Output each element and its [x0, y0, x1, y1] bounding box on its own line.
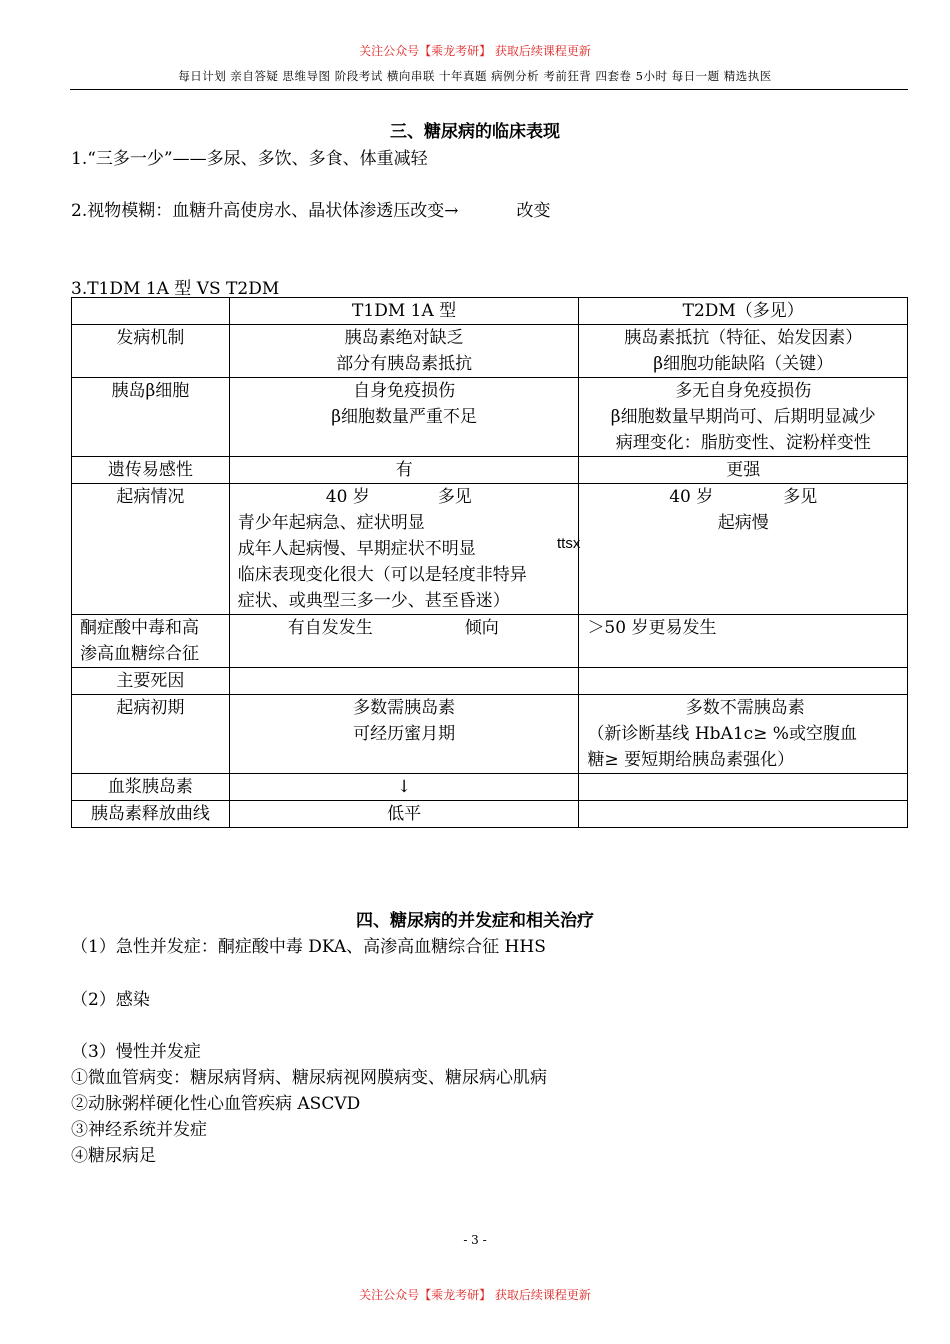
table-cell: 低平 — [229, 801, 579, 828]
cell-text: 有自发发生 — [287, 618, 373, 638]
table-row — [72, 695, 908, 774]
table-row — [72, 457, 908, 484]
cell-line: 渗高血糖综合征 — [80, 644, 199, 664]
table-row — [72, 378, 908, 457]
row-label — [72, 615, 230, 668]
table-header-t2dm: T2DM（多见） — [579, 298, 908, 325]
section4-item1: （1）急性并发症：酮症酸中毒 DKA、高渗高血糖综合征 HHS — [71, 937, 546, 957]
table-row — [72, 325, 908, 378]
row-label: 胰岛素释放曲线 — [72, 801, 230, 828]
row-label: 遗传易感性 — [72, 457, 230, 484]
stray-ttsx-text: ttsx — [557, 535, 581, 552]
table-cell — [229, 378, 579, 457]
table-cell: ＞50 岁更易发生 — [579, 615, 908, 668]
row-label: 起病情况 — [72, 484, 230, 615]
table-cell — [579, 668, 908, 695]
table-row — [72, 801, 908, 828]
cell-line: 症状、或典型三多一少、甚至昏迷） — [237, 591, 510, 611]
cell-line: 可经历蜜月期 — [353, 724, 456, 744]
cell-line — [238, 484, 575, 510]
comparison-table — [71, 297, 908, 828]
header-promo: 关注公众号【乘龙考研】 获取后续课程更新 — [359, 44, 591, 58]
table-cell: ↓ — [229, 774, 579, 801]
cell-line: 酮症酸中毒和高 — [80, 618, 199, 638]
table-cell — [579, 325, 908, 378]
header-rule — [70, 89, 908, 90]
table-row — [72, 484, 908, 615]
cell-text: 倾向 — [464, 618, 499, 638]
table-cell: 有 — [229, 457, 579, 484]
page-number: - 3 - — [463, 1233, 487, 1247]
cell-line: 多数需胰岛素 — [353, 698, 456, 718]
table-cell — [229, 484, 579, 615]
cell-line — [583, 484, 903, 510]
section4-title: 四、糖尿病的并发症和相关治疗 — [356, 911, 594, 931]
table-cell — [229, 668, 579, 695]
cell-line: β细胞数量严重不足 — [331, 407, 478, 427]
table-header-t1dm: T1DM 1A 型 — [229, 298, 579, 325]
table-row — [72, 668, 908, 695]
section3-item2-text: 2.视物模糊：血糖升高使房水、晶状体渗透压改变→ — [71, 201, 459, 221]
cell-line: 自身免疫损伤 — [353, 381, 456, 401]
table-row — [72, 615, 908, 668]
cell-line: （新诊断基线 HbA1c≥ %或空腹血 — [587, 724, 857, 744]
table-cell — [579, 774, 908, 801]
section4-item2: （2）感染 — [71, 990, 150, 1010]
section4-sub2: ②动脉粥样硬化性心血管疾病 ASCVD — [71, 1094, 361, 1114]
cell-line: β细胞功能缺陷（关键） — [653, 354, 834, 374]
row-label: 发病机制 — [72, 325, 230, 378]
table-cell — [229, 325, 579, 378]
footer-promo: 关注公众号【乘龙考研】 获取后续课程更新 — [359, 1288, 591, 1302]
cell-text: 多见 — [437, 487, 472, 507]
cell-line — [238, 536, 575, 562]
table-cell — [579, 801, 908, 828]
section4-sub3: ③神经系统并发症 — [71, 1120, 207, 1140]
table-corner — [72, 298, 230, 325]
table-row — [72, 774, 908, 801]
table-cell — [229, 695, 579, 774]
table-row — [72, 298, 908, 325]
cell-text: 40 岁 — [325, 487, 370, 507]
cell-line: 部分有胰岛素抵抗 — [336, 354, 473, 374]
cell-line: 多无自身免疫损伤 — [675, 381, 812, 401]
cell-line: 胰岛素抵抗（特征、始发因素） — [624, 328, 863, 348]
cell-line: 青少年起病急、症状明显 — [237, 513, 425, 533]
cell-text: 成年人起病慢、早期症状不明显 — [237, 539, 476, 559]
header-subtitle: 每日计划 亲自答疑 思维导图 阶段考试 横向串联 十年真题 病例分析 考前狂背 四套卷 5小时 每日一题 精选执医 — [178, 69, 772, 83]
section3-item2 — [71, 196, 550, 221]
table-cell — [579, 378, 908, 457]
cell-text: 多见 — [783, 487, 818, 507]
table-cell — [579, 484, 908, 615]
cell-line: 胰岛素绝对缺乏 — [344, 328, 464, 348]
section3-title: 三、糖尿病的临床表现 — [390, 122, 560, 142]
section3-item1: 1.“三多一少”——多尿、多饮、多食、体重减轻 — [71, 149, 428, 169]
section3-item3: 3.T1DM 1A 型 VS T2DM — [71, 279, 280, 299]
section4-sub1: ①微血管病变：糖尿病肾病、糖尿病视网膜病变、糖尿病心肌病 — [71, 1068, 547, 1088]
cell-line: 糖≥ 要短期给胰岛素强化） — [587, 750, 795, 770]
section4-sub4: ④糖尿病足 — [71, 1146, 156, 1166]
row-label: 主要死因 — [72, 668, 230, 695]
cell-line: 起病慢 — [717, 513, 769, 533]
cell-text: 40 岁 — [669, 487, 714, 507]
cell-line: 病理变化：脂肪变性、淀粉样变性 — [615, 433, 871, 453]
section3-item2-tail: 改变 — [516, 201, 551, 221]
cell-line: 多数不需胰岛素 — [685, 698, 805, 718]
table-cell: 更强 — [579, 457, 908, 484]
table-cell — [579, 695, 908, 774]
row-label: 胰岛β细胞 — [72, 378, 230, 457]
cell-line: β细胞数量早期尚可、后期明显减少 — [610, 407, 876, 427]
section4-item3: （3）慢性并发症 — [71, 1042, 201, 1062]
table-cell — [229, 615, 579, 668]
row-label: 血浆胰岛素 — [72, 774, 230, 801]
cell-line: 临床表现变化很大（可以是轻度非特异 — [237, 565, 527, 585]
row-label: 起病初期 — [72, 695, 230, 774]
